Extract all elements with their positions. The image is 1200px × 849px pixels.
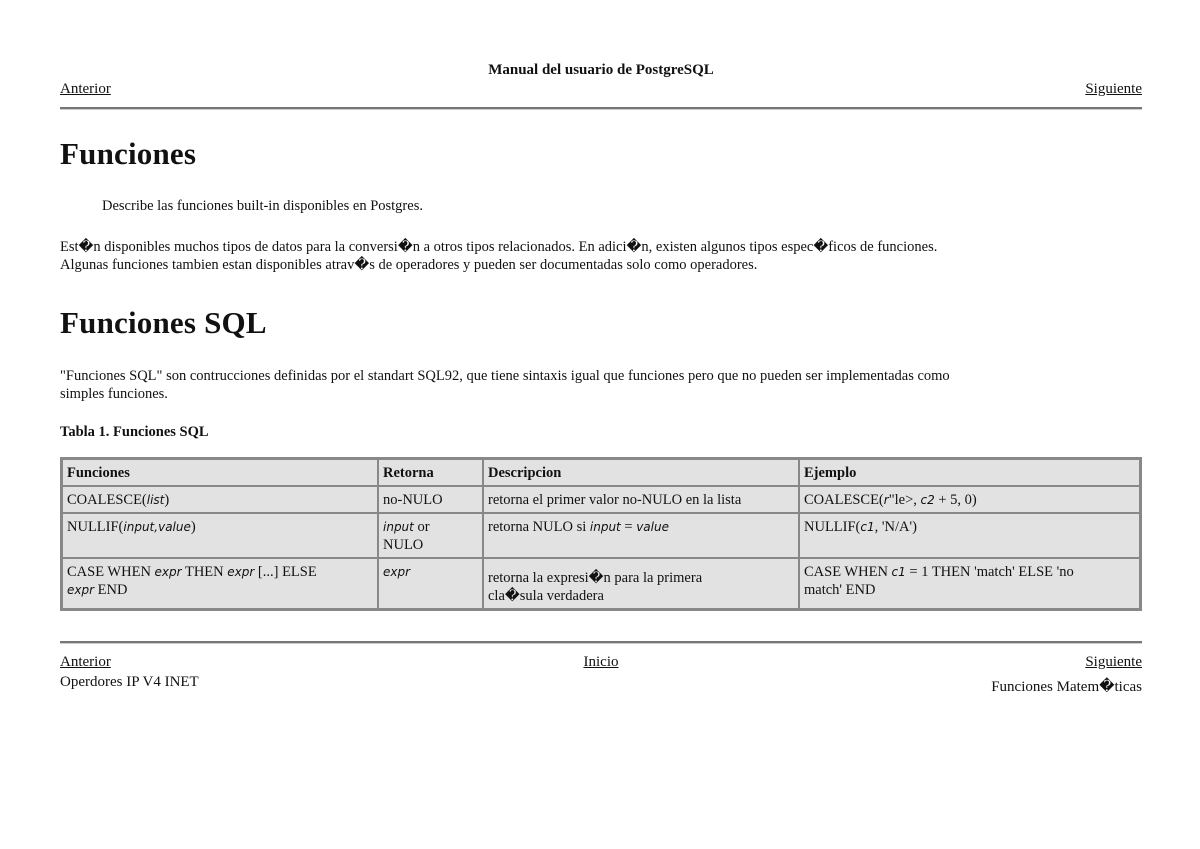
footer-home-link[interactable]: Inicio: [583, 654, 619, 670]
section-title: Funciones SQL: [60, 305, 267, 340]
footer-next-link[interactable]: Siguiente: [1085, 654, 1142, 670]
header-divider: [60, 107, 1142, 110]
footer-divider: [60, 641, 1142, 644]
section-line-2: simples funciones.: [60, 386, 168, 402]
col-header-ejemplo: Ejemplo: [799, 459, 1140, 486]
footer-prev-link[interactable]: Anterior: [60, 654, 111, 670]
cell-returns: input or NULO: [378, 513, 483, 558]
col-header-funciones: Funciones: [62, 459, 378, 486]
section-line-1: "Funciones SQL" son contrucciones definidas por el standart SQL92, que tiene sintaxis igual que funciones pero que no pueden ser implementadas como: [60, 368, 950, 384]
intro-paragraph: [60, 238, 1142, 274]
cell-description: retorna el primer valor no-NULO en la lista: [483, 486, 799, 513]
intro-line-1: Est�n disponibles muchos tipos de datos para la conversi�n a otros tipos relacionados. En adici�n, existen algunos tipos espec�ficos de funciones.: [60, 239, 938, 255]
footer-prev-title: Operdores IP V4 INET: [60, 674, 199, 690]
cell-function: COALESCE(list): [62, 486, 378, 513]
table-row: [62, 513, 1140, 558]
cell-function: NULLIF(input,value): [62, 513, 378, 558]
table-row: [62, 486, 1140, 513]
cell-example: CASE WHEN c1 = 1 THEN 'match' ELSE 'no match' END: [799, 558, 1140, 609]
cell-example: NULLIF(c1, 'N/A'): [799, 513, 1140, 558]
cell-function: CASE WHEN expr THEN expr [...] ELSE expr END: [62, 558, 378, 609]
table-row: [62, 558, 1140, 609]
header-prev-link[interactable]: Anterior: [60, 81, 111, 97]
section-paragraph: [60, 367, 1142, 403]
sql-functions-table: [60, 457, 1142, 611]
cell-returns: no-NULO: [378, 486, 483, 513]
cell-description: retorna NULO si input = value: [483, 513, 799, 558]
manual-title: Manual del usuario de PostgreSQL: [488, 62, 714, 78]
footer-next-title: Funciones Matem�ticas: [991, 679, 1142, 695]
header-next-link[interactable]: Siguiente: [1085, 81, 1142, 97]
col-header-descripcion: Descripcion: [483, 459, 799, 486]
cell-description: retorna la expresi�n para la primera cla�sula verdadera: [483, 558, 799, 609]
col-header-retorna: Retorna: [378, 459, 483, 486]
footer-home: [60, 654, 1142, 671]
abstract-text: Describe las funciones built-in disponibles en Postgres.: [102, 198, 423, 214]
table-header-row: [62, 459, 1140, 486]
cell-returns: expr: [378, 558, 483, 609]
table-caption: Tabla 1. Funciones SQL: [60, 424, 209, 440]
intro-line-2: Algunas funciones tambien estan disponibles atrav�s de operadores y pueden ser documentadas solo como operadores.: [60, 257, 758, 273]
page-title: Funciones: [60, 136, 197, 171]
cell-example: COALESCE(r"le>, c2 + 5, 0): [799, 486, 1140, 513]
